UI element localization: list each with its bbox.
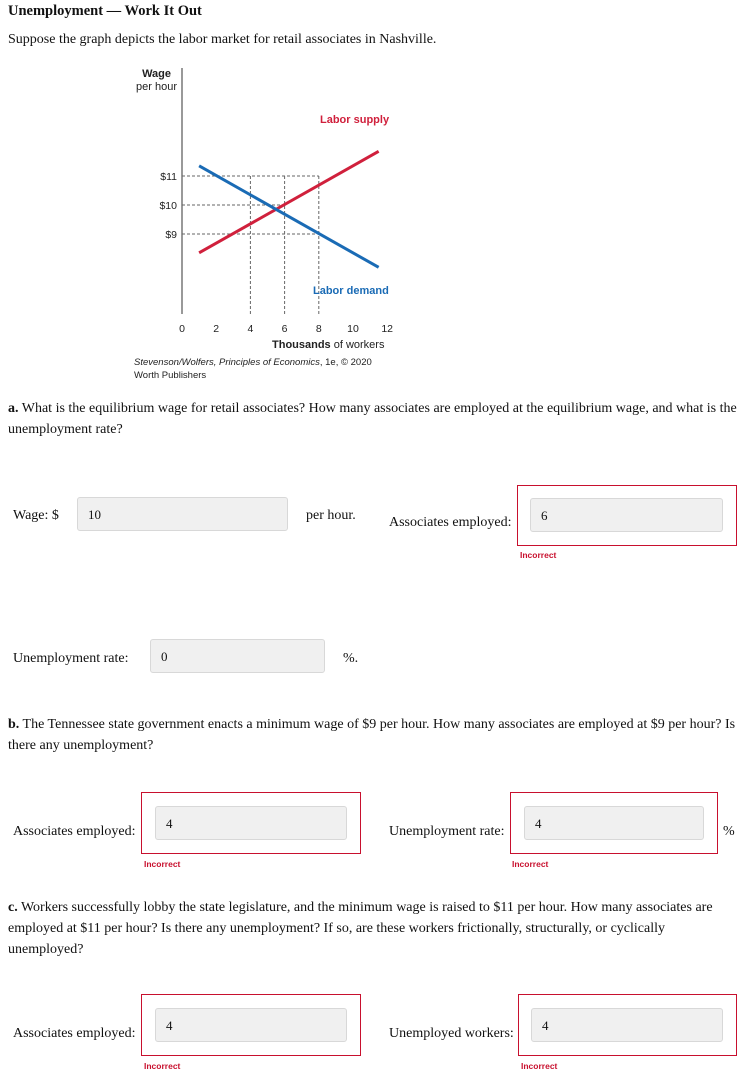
y-axis-label-line1: Wage: [142, 68, 171, 80]
x-tick-label: 4: [247, 323, 254, 335]
supply-line: [199, 151, 379, 253]
x-tick-label: 2: [213, 323, 220, 335]
b-unemp-status: Incorrect: [512, 859, 549, 869]
a-employed-status: Incorrect: [520, 550, 557, 560]
series-lines: [199, 151, 379, 267]
y-tick-label: $10: [159, 200, 177, 212]
labor-market-chart: [0, 60, 420, 355]
c-unemployed-label: Unemployed workers:: [389, 1026, 514, 1041]
x-tick-label: 12: [381, 323, 394, 335]
c-unemployed-input[interactable]: 4: [531, 1008, 723, 1042]
b-unemp-input[interactable]: 4: [524, 806, 704, 840]
b-employed-label: Associates employed:: [13, 824, 136, 839]
y-tick-label: $9: [165, 229, 177, 241]
x-tick-labels: [179, 323, 393, 335]
question-a: a. What is the equilibrium wage for retail associates? How many associates are employed at the equilibrium wage, and what is the unemployment rate?: [8, 401, 737, 437]
chart-credit-line2: Worth Publishers: [134, 370, 207, 381]
b-employed-status: Incorrect: [144, 859, 181, 869]
a-employed-label: Associates employed:: [389, 515, 512, 530]
series-label-demand: Labor demand: [313, 285, 389, 297]
question-b: b. The Tennessee state government enacts a minimum wage of $9 per hour. How many associates are employed at $9 per hour? Is there any unemployment?: [8, 717, 736, 753]
y-tick-labels: [159, 171, 177, 241]
intro-text: Suppose the graph depicts the labor market for retail associates in Nashville.: [8, 32, 437, 47]
wage-input[interactable]: 10: [77, 497, 288, 531]
x-axis-label: Thousands of workers: [272, 339, 385, 351]
b-employed-input[interactable]: 4: [155, 806, 347, 840]
demand-line: [199, 166, 379, 268]
chart-credit-line1: Stevenson/Wolfers, Principles of Economics, 1e, © 2020: [134, 357, 372, 368]
c-employed-status: Incorrect: [144, 1061, 181, 1071]
series-label-supply: Labor supply: [320, 114, 390, 126]
x-tick-label: 6: [281, 323, 288, 335]
a-unemp-label: Unemployment rate:: [13, 651, 129, 666]
question-c: c. Workers successfully lobby the state legislature, and the minimum wage is raised to $11 per hour. How many associates are employed at $11 per hour? Is there any unemployment? If so, are these workers frictionally, structurally, or cyclically unemployed?: [8, 900, 713, 957]
c-unemployed-status: Incorrect: [521, 1061, 558, 1071]
c-employed-label: Associates employed:: [13, 1026, 136, 1041]
b-unemp-suffix: %: [723, 824, 735, 839]
a-unemp-input[interactable]: 0: [150, 639, 325, 673]
x-tick-label: 10: [347, 323, 359, 335]
x-tick-label: 8: [315, 323, 322, 335]
x-tick-label: 0: [179, 323, 185, 335]
y-axis-label-line2: per hour: [136, 81, 177, 93]
b-unemp-label: Unemployment rate:: [389, 824, 505, 839]
c-employed-input[interactable]: 4: [155, 1008, 347, 1042]
y-tick-label: $11: [160, 171, 177, 183]
a-employed-input[interactable]: 6: [530, 498, 723, 532]
wage-suffix: per hour.: [306, 508, 356, 523]
a-unemp-suffix: %.: [343, 651, 359, 666]
page-title: Unemployment — Work It Out: [8, 3, 202, 19]
wage-label: Wage: $: [13, 508, 59, 523]
